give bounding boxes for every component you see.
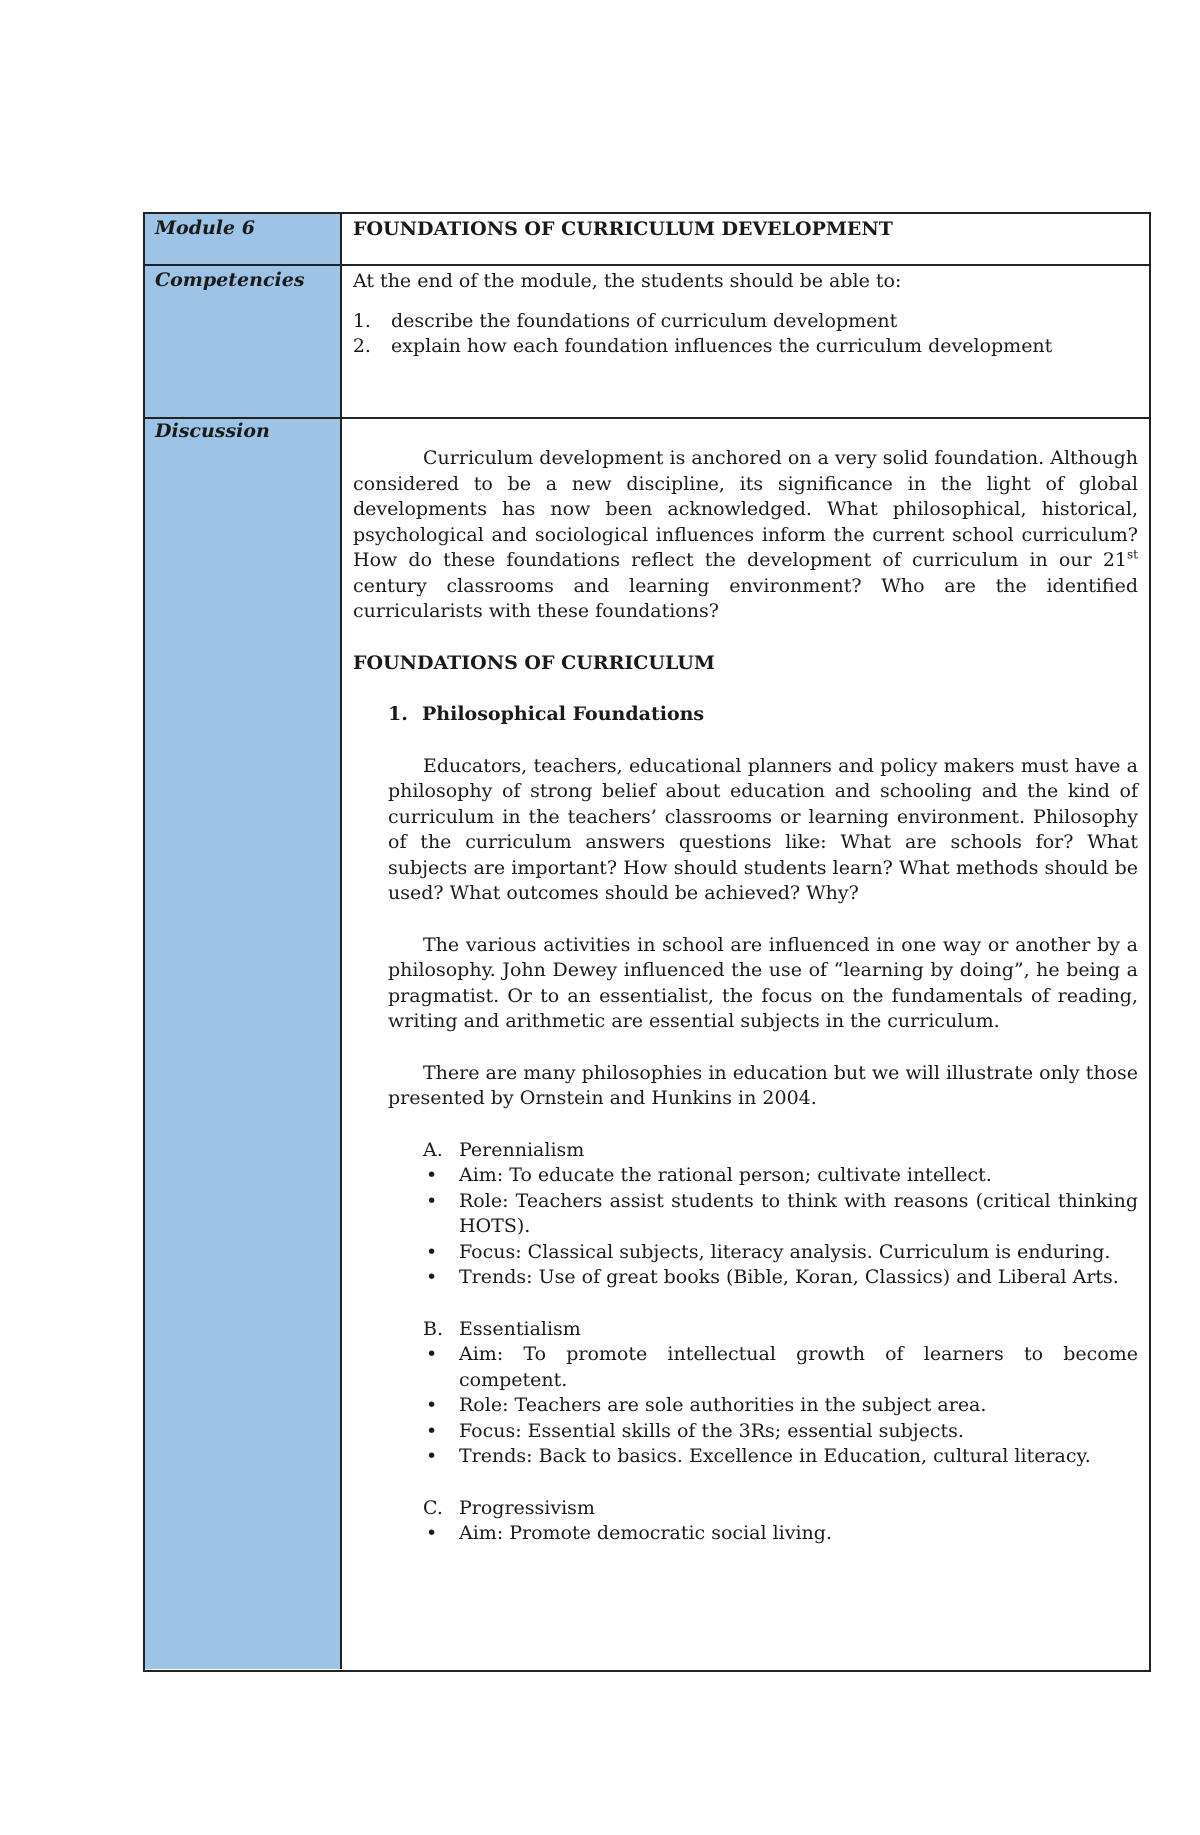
paragraph: Educators, teachers, educational planners and policy makers must have a philosophy of strong belief about education and schooling and the kind of curriculum in the teachers’ classrooms or learning environment. Philosophy of the curriculum answers questions like: What are schools for? What subjects are important? How should students learn? What methods should be used? What outcomes should be achieved? Why?	[388, 754, 1138, 904]
bullet-icon: •	[426, 1266, 438, 1288]
bullet-icon: •	[426, 1240, 438, 1263]
bullet-icon: •	[426, 1343, 438, 1365]
bullet-icon: •	[426, 1394, 438, 1416]
discussion-label: Discussion	[145, 419, 342, 1669]
discussion-row	[145, 419, 1149, 1669]
bullet-icon: •	[426, 1189, 438, 1212]
bullet-icon: •	[426, 1522, 438, 1544]
competency-item: 2. explain how each foundation influences the curriculum development	[377, 334, 1138, 360]
philosophy-heading: C. Progressivism	[423, 1496, 595, 1519]
competencies-list	[353, 309, 1138, 360]
philosophy-points	[426, 1163, 1138, 1291]
bullet-icon: •	[426, 1164, 438, 1186]
bullet-point: • Trends: Use of great books (Bible, Koran, Classics) and Liberal Arts.	[459, 1265, 1138, 1291]
competencies-label: Competencies	[145, 266, 342, 417]
paragraph: The various activities in school are influenced in one way or another by a philosophy. John Dewey influenced the use of “learning by doing”, he being a pragmatist. Or to an essentialist, the focus on the fundamentals of reading, writing and arithmetic are essential subjects in the curriculum.	[388, 933, 1138, 1032]
module-row	[145, 214, 1149, 266]
philosophy-heading: B. Essentialism	[423, 1317, 581, 1340]
module-title: FOUNDATIONS OF CURRICULUM DEVELOPMENT	[353, 218, 893, 240]
bullet-point: • Focus: Classical subjects, literacy analysis. Curriculum is enduring.	[459, 1240, 1138, 1266]
competencies-content	[342, 266, 1149, 417]
philosophy-heading: A. Perennialism	[423, 1138, 585, 1161]
competency-item: 1. describe the foundations of curriculum development	[377, 309, 1138, 335]
bullet-point: • Trends: Back to basics. Excellence in Education, cultural literacy.	[459, 1444, 1138, 1470]
bullet-icon: •	[426, 1445, 438, 1467]
subsection-title: 1. Philosophical Foundations	[388, 703, 705, 725]
competencies-row	[145, 266, 1149, 419]
philosophy-perennialism	[353, 1138, 1138, 1291]
bullet-point: • Role: Teachers assist students to think with reasons (critical thinking HOTS).	[426, 1189, 1138, 1237]
bullet-point: • Aim: To educate the rational person; cultivate intellect.	[459, 1163, 1138, 1189]
competencies-intro: At the end of the module, the students should be able to:	[353, 270, 902, 292]
philosophy-points	[426, 1521, 1138, 1547]
philosophy-essentialism	[353, 1317, 1138, 1470]
section-title: FOUNDATIONS OF CURRICULUM	[353, 651, 715, 674]
philosophy-progressivism	[353, 1496, 1138, 1547]
bullet-point: • Aim: Promote democratic social living.	[459, 1521, 1138, 1547]
bullet-point: • Focus: Essential skills of the 3Rs; essential subjects.	[459, 1419, 1138, 1445]
discussion-intro: Curriculum development is anchored on a very solid foundation. Although considered to be a new discipline, its significance in the light of global developments has now been acknowledged. What philosophical, historical, psychological and sociological influences inform the current school curriculum? How do these foundations reflect the development of curriculum in our 21st century classrooms and learning environment? Who are the identified curricularists with these foundations?	[353, 447, 1138, 622]
module-label: Module 6	[145, 214, 342, 264]
philosophy-points	[426, 1342, 1138, 1470]
bullet-point: • Role: Teachers are sole authorities in the subject area.	[459, 1393, 1138, 1419]
paragraph: There are many philosophies in education but we will illustrate only those presented by Ornstein and Hunkins in 2004.	[388, 1061, 1138, 1109]
module-table	[143, 212, 1151, 1672]
bullet-point: • Aim: To promote intellectual growth of learners to become competent.	[426, 1343, 1138, 1391]
discussion-content	[342, 419, 1149, 1669]
bullet-icon: •	[426, 1419, 438, 1442]
